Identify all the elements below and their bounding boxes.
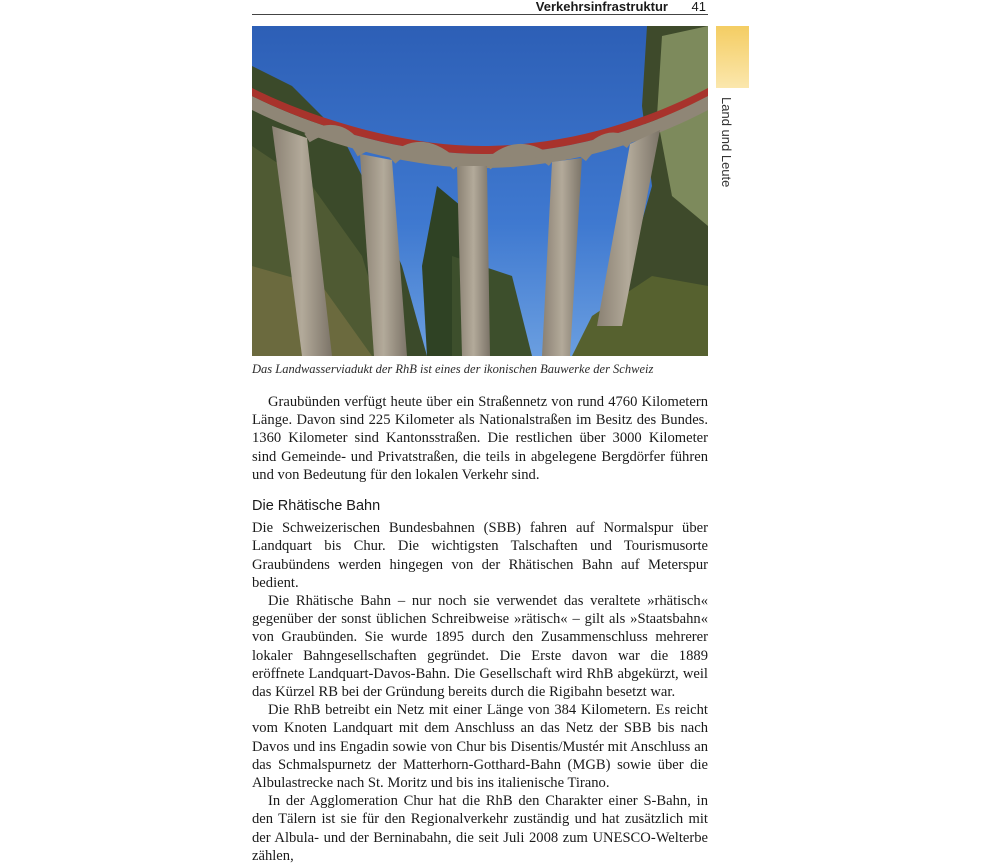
article-body bbox=[252, 393, 708, 865]
page-number: 41 bbox=[691, 0, 706, 14]
paragraph: Die Schweizerischen Bundesbahnen (SBB) fahren auf Normalspur über Landquart bis Chur. Die wichtigsten Talschaften und Tourismusorte Graubündens werden hingegen von der Rhätischen Bahn auf Meterspur bedient. bbox=[252, 520, 708, 591]
chapter-tab bbox=[716, 26, 749, 88]
paragraph: Die RhB betreibt ein Netz mit einer Länge von 384 Kilometern. Es reicht vom Knoten Landquart mit dem Anschluss an das Netz der SBB bis nach Davos und ins Engadin sowie von Chur bis Disentis/Mustér mit Anschluss an das Schmalspurnetz der Matterhorn-Gotthard-Bahn (MGB) sowie über die Albulastrecke nach St. Moritz und bis ins italienische Tirano. bbox=[252, 702, 708, 792]
running-header bbox=[252, 0, 708, 15]
section-heading: Die Rhätische Bahn bbox=[252, 498, 381, 515]
paragraph: Die Rhätische Bahn – nur noch sie verwendet das veraltete »rhätisch« gegenüber der sonst üblichen Schreibweise »rätisch« – gilt als »Staatsbahn« von Graubünden. Sie wurde 1895 durch den Zusammenschluss mehrerer lokaler Bahngesellschaften gegründet. Die Erste davon war die 1889 eröffnete Landquart-Davos-Bahn. Die Gesellschaft wird RhB abgekürzt, weil das Kürzel RB bei der Gründung bereits durch die Rigibahn besetzt war. bbox=[252, 593, 708, 701]
paragraph: In der Agglomeration Chur hat die RhB den Charakter einer S-Bahn, in den Tälern ist sie für den Regionalverkehr zuständig und hat zusätzlich mit der Albula- und der Berninabahn, die seit Juli 2008 zum UNESCO-Welterbe zählen, bbox=[252, 793, 708, 864]
header-title: Verkehrsinfrastruktur bbox=[535, 0, 668, 14]
viaduct-illustration bbox=[252, 26, 708, 356]
intro-paragraph: Graubünden verfügt heute über ein Straßennetz von rund 4760 Kilometern Länge. Davon sind 225 Kilometer als Nationalstraßen im Besitz des Bundes. 1360 Kilometer sind Kantonsstraßen. Die restlichen über 3000 Kilometer sind Gemeinde- und Privatstraßen, die teils in abgelegene Bergdörfer führen und von Bedeutung für den lokalen Verkehr sind. bbox=[252, 394, 708, 483]
photo-caption: Das Landwasserviadukt der RhB ist eines der ikonischen Bauwerke der Schweiz bbox=[252, 362, 654, 376]
chapter-tab-label: Land und Leute bbox=[719, 97, 734, 188]
viaduct-photo bbox=[252, 26, 708, 356]
